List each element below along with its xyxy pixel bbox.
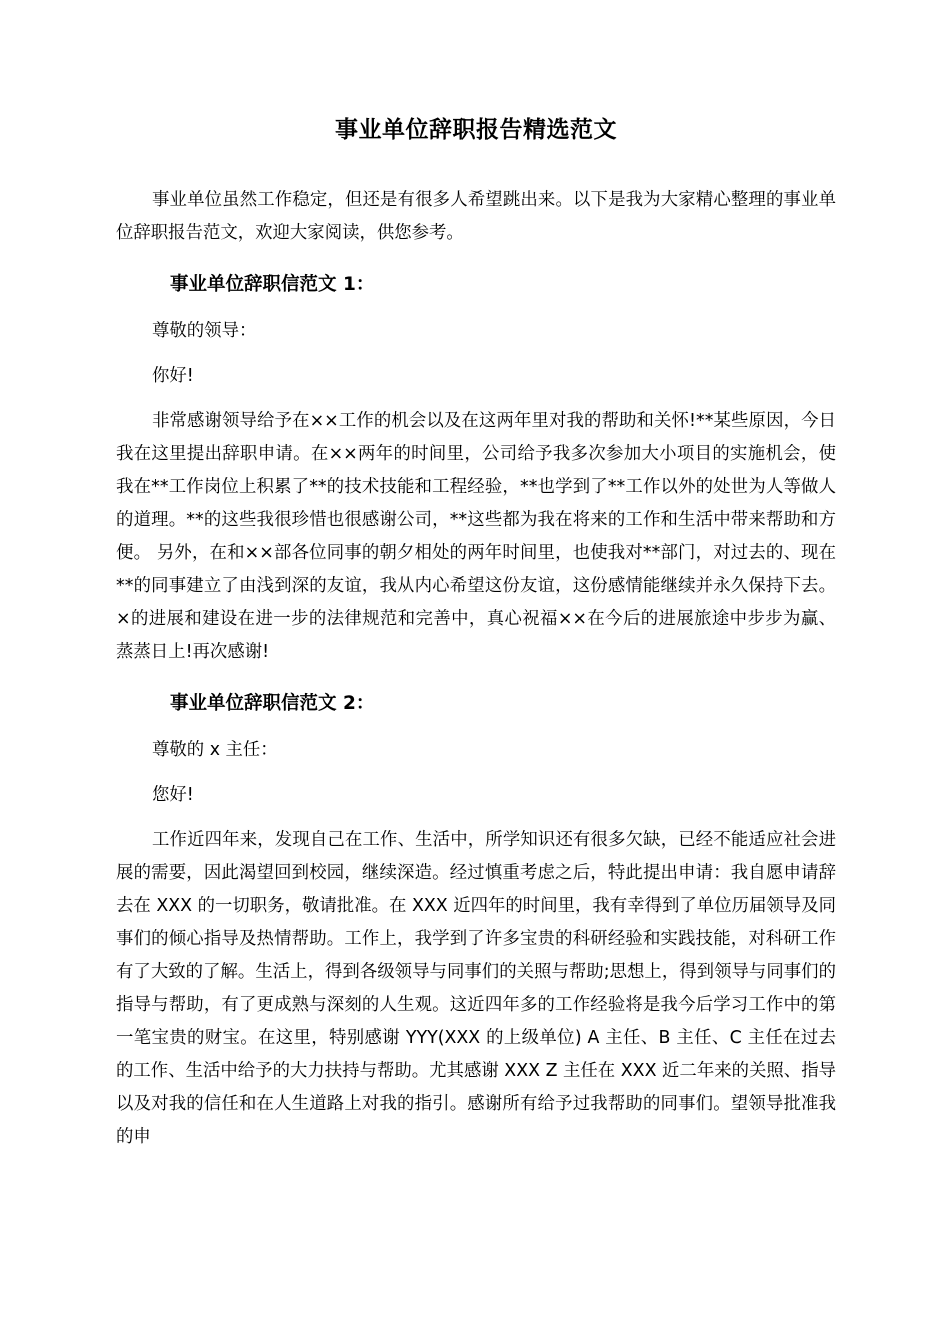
section-1-body: 非常感谢领导给予在××工作的机会以及在这两年里对我的帮助和关怀!**某些原因，今日我在这里提出辞职申请。在××两年的时间里，公司给予我多次参加大小项目的实施机会，使我在**工作岗位上积累了**的技术技能和工程经验，**也学到了**工作以外的处世为人等做人的道理。**的这些我很珍惜也很感谢公司，**这些都为我在将来的工作和生活中带来帮助和方便。 另外，在和××部各位同事的朝夕相处的两年时间里，也使我对**部门，对过去的、现在**的同事建立了由浅到深的友谊，我从内心希望这份友谊，这份感情能继续并永久保持下去。×的进展和建设在进一步的法律规范和完善中，真心祝福××在今后的进展旅途中步步为赢、蒸蒸日上!再次感谢!: [116, 411, 836, 662]
section-2-greeting: 您好!: [152, 785, 194, 805]
section-1-greeting: 你好!: [152, 366, 194, 386]
section-1-salutation: 尊敬的领导：: [152, 321, 257, 341]
section-2-body: 工作近四年来，发现自己在工作、生活中，所学知识还有很多欠缺，已经不能适应社会进展的需要，因此渴望回到校园，继续深造。经过慎重考虑之后，特此提出申请：我自愿申请辞去在 XXX 的一切职务，敬请批准。在 XXX 近四年的时间里，我有幸得到了单位历届领导及同事们的倾心指导及热情帮助。工作上，我学到了许多宝贵的科研经验和实践技能，对科研工作有了大致的了解。生活上，得到各级领导与同事们的关照与帮助;思想上，得到领导与同事们的指导与帮助，有了更成熟与深刻的人生观。这近四年多的工作经验将是我今后学习工作中的第一笔宝贵的财宝。在这里，特别感谢 YYY(XXX 的上级单位) A 主任、B 主任、C 主任在过去的工作、生活中给予的大力扶持与帮助。尤其感谢 XXX Z 主任在 XXX 近二年来的关照、指导以及对我的信任和在人生道路上对我的指引。感谢所有给予过我帮助的同事们。望领导批准我的申: [116, 830, 836, 1147]
document-page: [116, 110, 836, 1154]
section-1-heading: 事业单位辞职信范文 1：: [170, 274, 375, 295]
section-2-salutation: 尊敬的 x 主任：: [152, 740, 278, 760]
intro-paragraph: 事业单位虽然工作稳定，但还是有很多人希望跳出来。以下是我为大家精心整理的事业单位辞职报告范文，欢迎大家阅读，供您参考。: [116, 190, 836, 243]
section-2-heading: 事业单位辞职信范文 2：: [170, 693, 375, 714]
document-title: 事业单位辞职报告精选范文: [335, 117, 617, 143]
